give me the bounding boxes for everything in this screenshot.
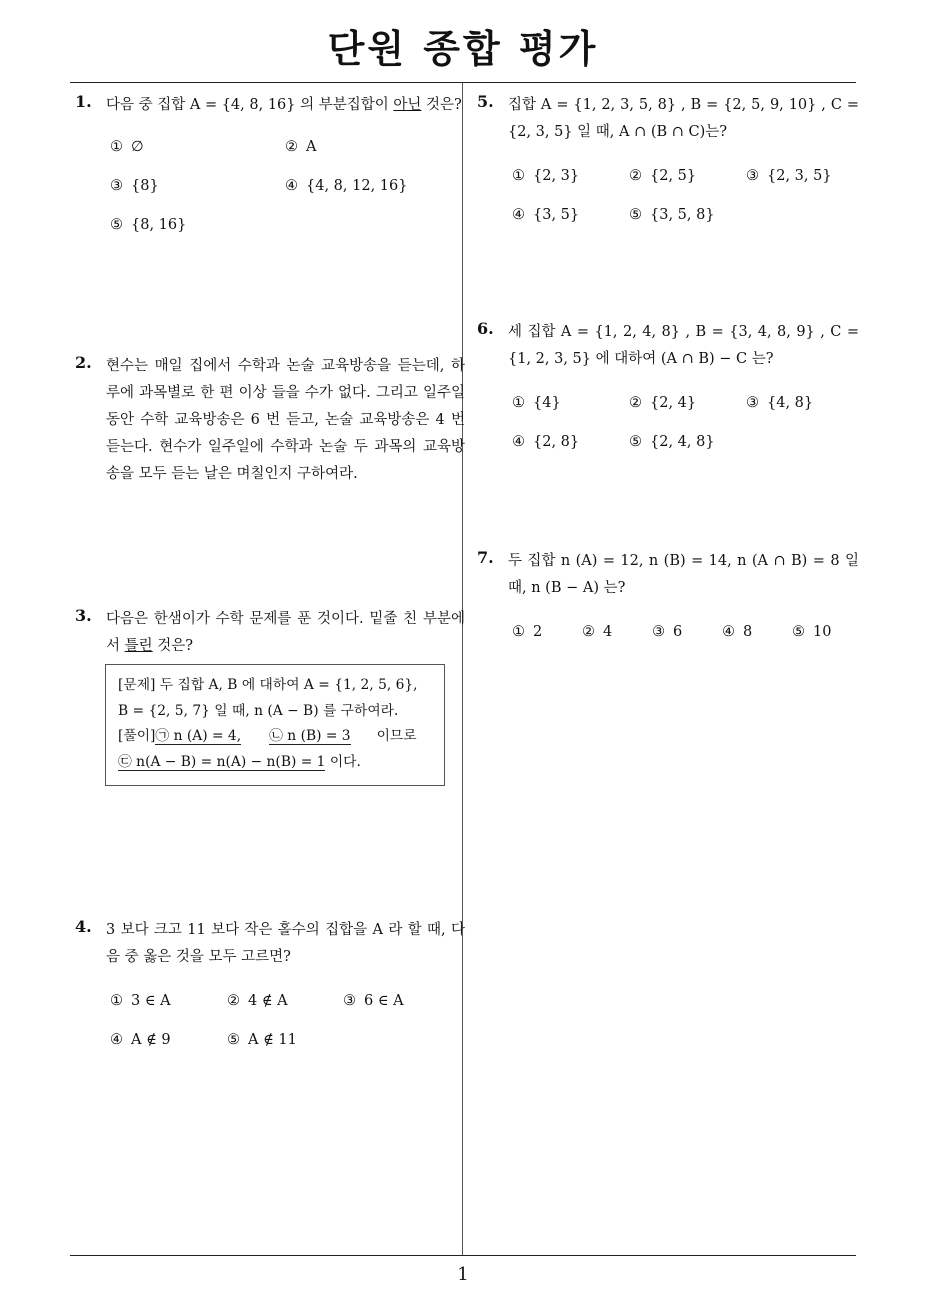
solution-box [105, 664, 445, 786]
question-3 [75, 606, 465, 660]
choice-2[interactable]: ② {2, 4} [629, 395, 697, 411]
question-number: 7. [477, 548, 494, 567]
question-text: 두 집합 n (A) = 12, n (B) = 14, n (A ∩ B) = 8 일 때, n (B − A) 는? [508, 553, 859, 596]
choice-1[interactable]: ① {2, 3} [512, 168, 580, 184]
choice-1[interactable]: ① 2 [512, 624, 543, 640]
underlined-step-b: ㉡ n (B) = 3 [269, 728, 351, 744]
underlined-step-c: ㉢ n(A − B) = n(A) − n(B) = 1 [118, 753, 326, 770]
choice-4[interactable]: ④ {2, 8} [512, 434, 580, 450]
question-text: 다음 중 집합 A = {4, 8, 16} 의 부분집합이 아닌 것은? [106, 97, 462, 113]
choice-3[interactable]: ③ {4, 8} [746, 395, 814, 411]
question-number: 1. [75, 92, 92, 111]
solution-line-2: ㉢ n(A − B) = n(A) − n(B) = 1 이다. [118, 753, 361, 770]
choice-1[interactable]: ① 3 ∈ A [110, 993, 171, 1009]
question-text: 3 보다 크고 11 보다 작은 홀수의 집합을 A 라 할 때, 다음 중 옳은 것을 모두 고르면? [106, 922, 465, 965]
choice-3[interactable]: ③ 6 ∈ A [343, 993, 404, 1009]
choice-4[interactable]: ④ 8 [722, 624, 753, 640]
question-text: 다음은 한샘이가 수학 문제를 푼 것이다. 밑줄 친 부분에서 틀린 것은? [106, 611, 465, 654]
choice-5[interactable]: ⑤ {2, 4, 8} [629, 434, 715, 450]
choice-1[interactable]: ① ∅ [110, 139, 144, 155]
question-text: 현수는 매일 집에서 수학과 논술 교육방송을 듣는데, 하루에 과목별로 한 편 이상 들을 수가 없다. 그리고 일주일 동안 수학 교육방송은 6 번 듣고, 논술 교육방송은 4 번 듣는다. 현수가 일주일에 수학과 논술 두 과목의 교육방송을 모두 듣는 날은 며칠인지 구하여라. [106, 358, 465, 482]
choice-4[interactable]: ④ {4, 8, 12, 16} [285, 178, 408, 194]
question-6 [477, 319, 859, 475]
question-text: 세 집합 A = {1, 2, 4, 8} , B = {3, 4, 8, 9} , C = {1, 2, 3, 5} 에 대하여 (A ∩ B) − C 는? [508, 324, 859, 367]
underlined-step-a: ㉠ n (A) = 4, [155, 728, 242, 744]
question-5 [477, 92, 859, 248]
choice-5[interactable]: ⑤ 10 [792, 624, 832, 640]
question-number: 4. [75, 917, 92, 936]
choice-4[interactable]: ④ {3, 5} [512, 207, 580, 223]
question-1 [75, 92, 465, 259]
choice-2[interactable]: ② 4 [582, 624, 613, 640]
choice-5[interactable]: ⑤ A ∉ 11 [227, 1032, 297, 1048]
problem-line-1: [문제] 두 집합 A, B 에 대하여 A = {1, 2, 5, 6}, [118, 677, 418, 693]
choice-list [512, 168, 859, 248]
question-4 [75, 917, 465, 1073]
solution-line-1: [풀이]㉠ n (A) = 4, ㉡ n (B) = 3 이므로 [118, 728, 417, 744]
question-2 [75, 353, 465, 488]
question-number: 3. [75, 606, 92, 625]
question-number: 2. [75, 353, 92, 372]
choice-3[interactable]: ③ {2, 3, 5} [746, 168, 832, 184]
question-7 [477, 548, 859, 664]
problem-line-2: B = {2, 5, 7} 일 때, n (A − B) 를 구하여라. [118, 702, 399, 719]
choice-2[interactable]: ② A [285, 139, 317, 155]
question-number: 6. [477, 319, 494, 338]
choice-list [512, 395, 859, 475]
choice-list [110, 139, 465, 259]
choice-2[interactable]: ② {2, 5} [629, 168, 697, 184]
choice-3[interactable]: ③ {8} [110, 178, 159, 194]
choice-4[interactable]: ④ A ∉ 9 [110, 1032, 171, 1048]
choice-list [110, 993, 465, 1073]
choice-5[interactable]: ⑤ {8, 16} [110, 217, 187, 233]
page-number: 1 [457, 1264, 469, 1285]
question-number: 5. [477, 92, 494, 111]
choice-3[interactable]: ③ 6 [652, 624, 683, 640]
page-title: 단원 종합 평가 [327, 27, 599, 71]
bottom-rule [70, 1255, 856, 1256]
emphasis-underline: 아닌 [393, 97, 422, 113]
choice-list [512, 624, 859, 664]
choice-1[interactable]: ① {4} [512, 395, 561, 411]
question-text: 집합 A = {1, 2, 3, 5, 8} , B = {2, 5, 9, 10} , C = {2, 3, 5} 일 때, A ∩ (B ∩ C)는? [508, 97, 859, 140]
choice-2[interactable]: ② 4 ∉ A [227, 993, 288, 1009]
top-rule [70, 82, 856, 83]
emphasis-underline: 틀린 [124, 638, 153, 654]
choice-5[interactable]: ⑤ {3, 5, 8} [629, 207, 715, 223]
